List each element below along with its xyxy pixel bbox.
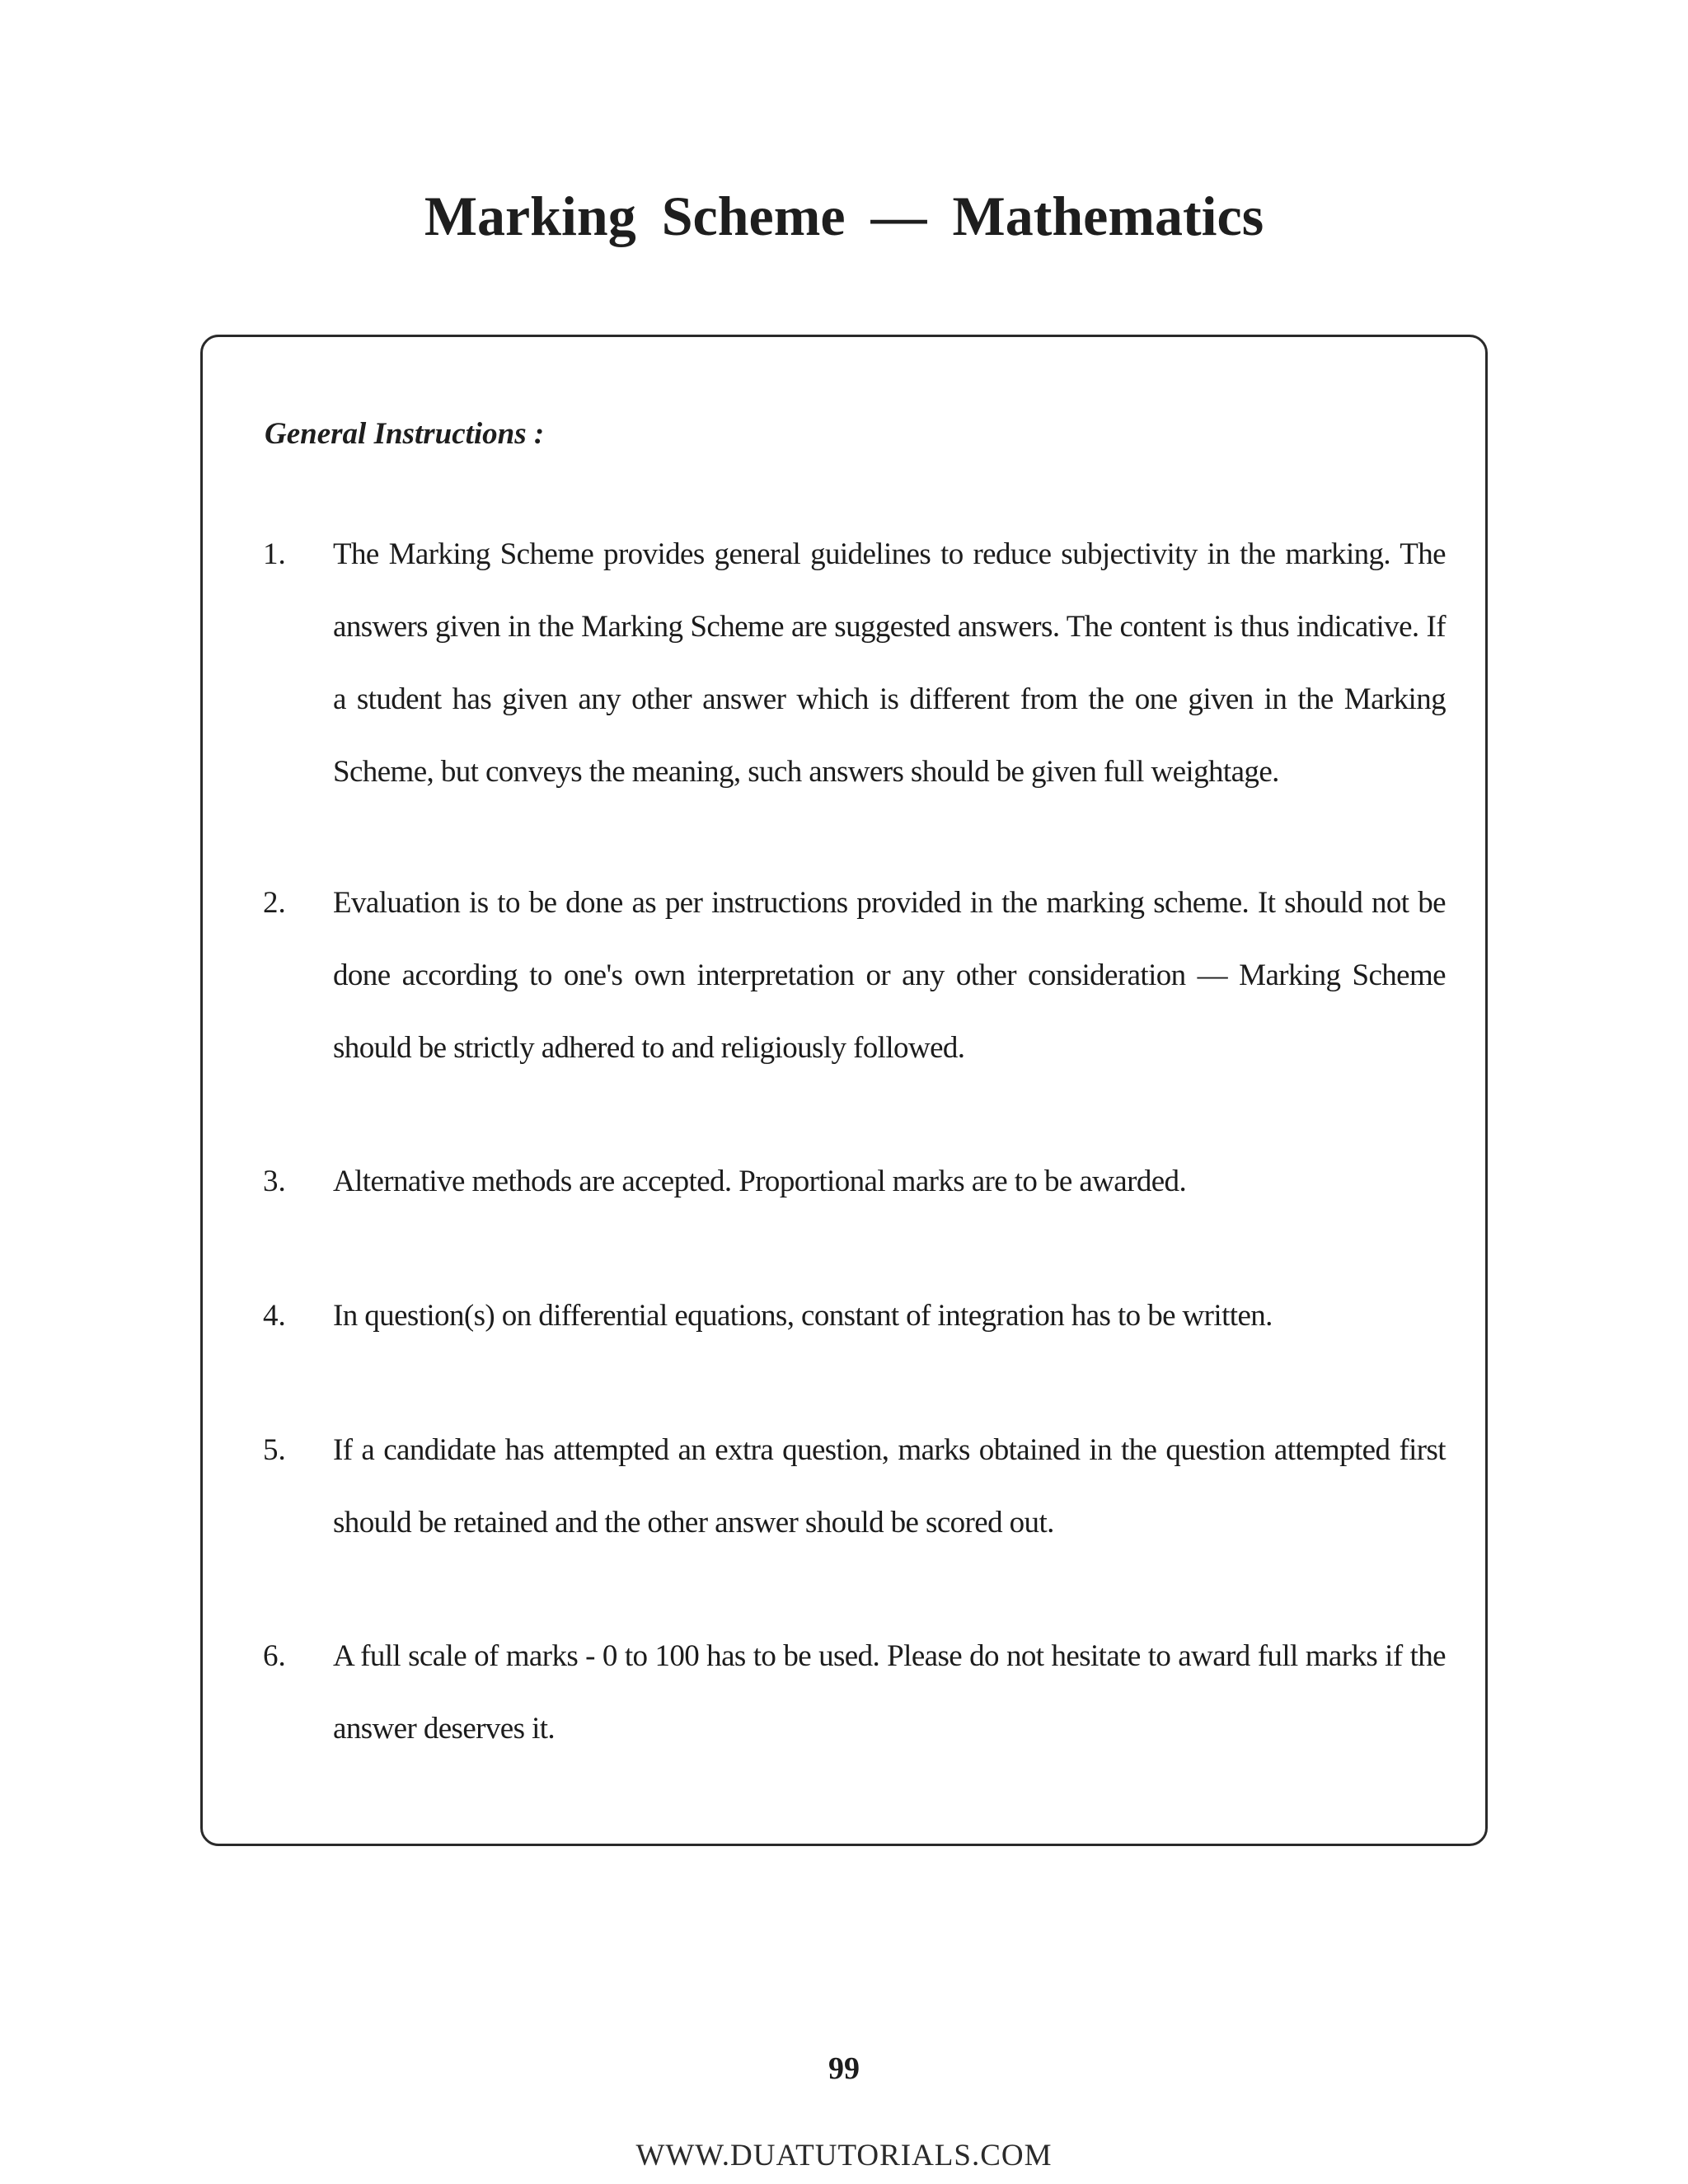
website-footer: WWW.DUATUTORIALS.COM	[635, 2139, 1053, 2172]
instruction-text: The Marking Scheme provides general guidelines to reduce subjectivity in the marking. The answers given in the Marking Scheme are suggested answers. The content is thus indicative. If a student has given any other answer which is different from the one given in the Marking Scheme, but conveys the meaning, such answers should be given full weightage.	[333, 537, 1446, 789]
page-number: 99	[828, 2051, 860, 2086]
instruction-number: 5.	[263, 1433, 286, 1467]
instruction-number: 4.	[263, 1299, 286, 1333]
instruction-number: 3.	[263, 1165, 286, 1198]
instruction-text: Alternative methods are accepted. Proportional marks are to be awarded.	[333, 1165, 1187, 1198]
instruction-text: A full scale of marks - 0 to 100 has to be used. Please do not hesitate to award full marks if the answer deserves it.	[333, 1639, 1446, 1746]
instruction-number: 6.	[263, 1639, 286, 1673]
page-title: Marking Scheme — Mathematics	[424, 185, 1264, 247]
instructions-box	[200, 335, 1488, 1846]
instruction-text: In question(s) on differential equations, constant of integration has to be written.	[333, 1299, 1273, 1333]
instructions-heading: General Instructions :	[265, 417, 545, 451]
instruction-text: Evaluation is to be done as per instructions provided in the marking scheme. It should not be done according to one's own interpretation or any other consideration — Marking Scheme should be strictly adhered to and religiously followed.	[333, 886, 1446, 1065]
instruction-number: 1.	[263, 537, 286, 571]
instruction-number: 2.	[263, 886, 286, 920]
instruction-text: If a candidate has attempted an extra question, marks obtained in the question attempted first should be retained and the other answer should be scored out.	[333, 1433, 1446, 1540]
